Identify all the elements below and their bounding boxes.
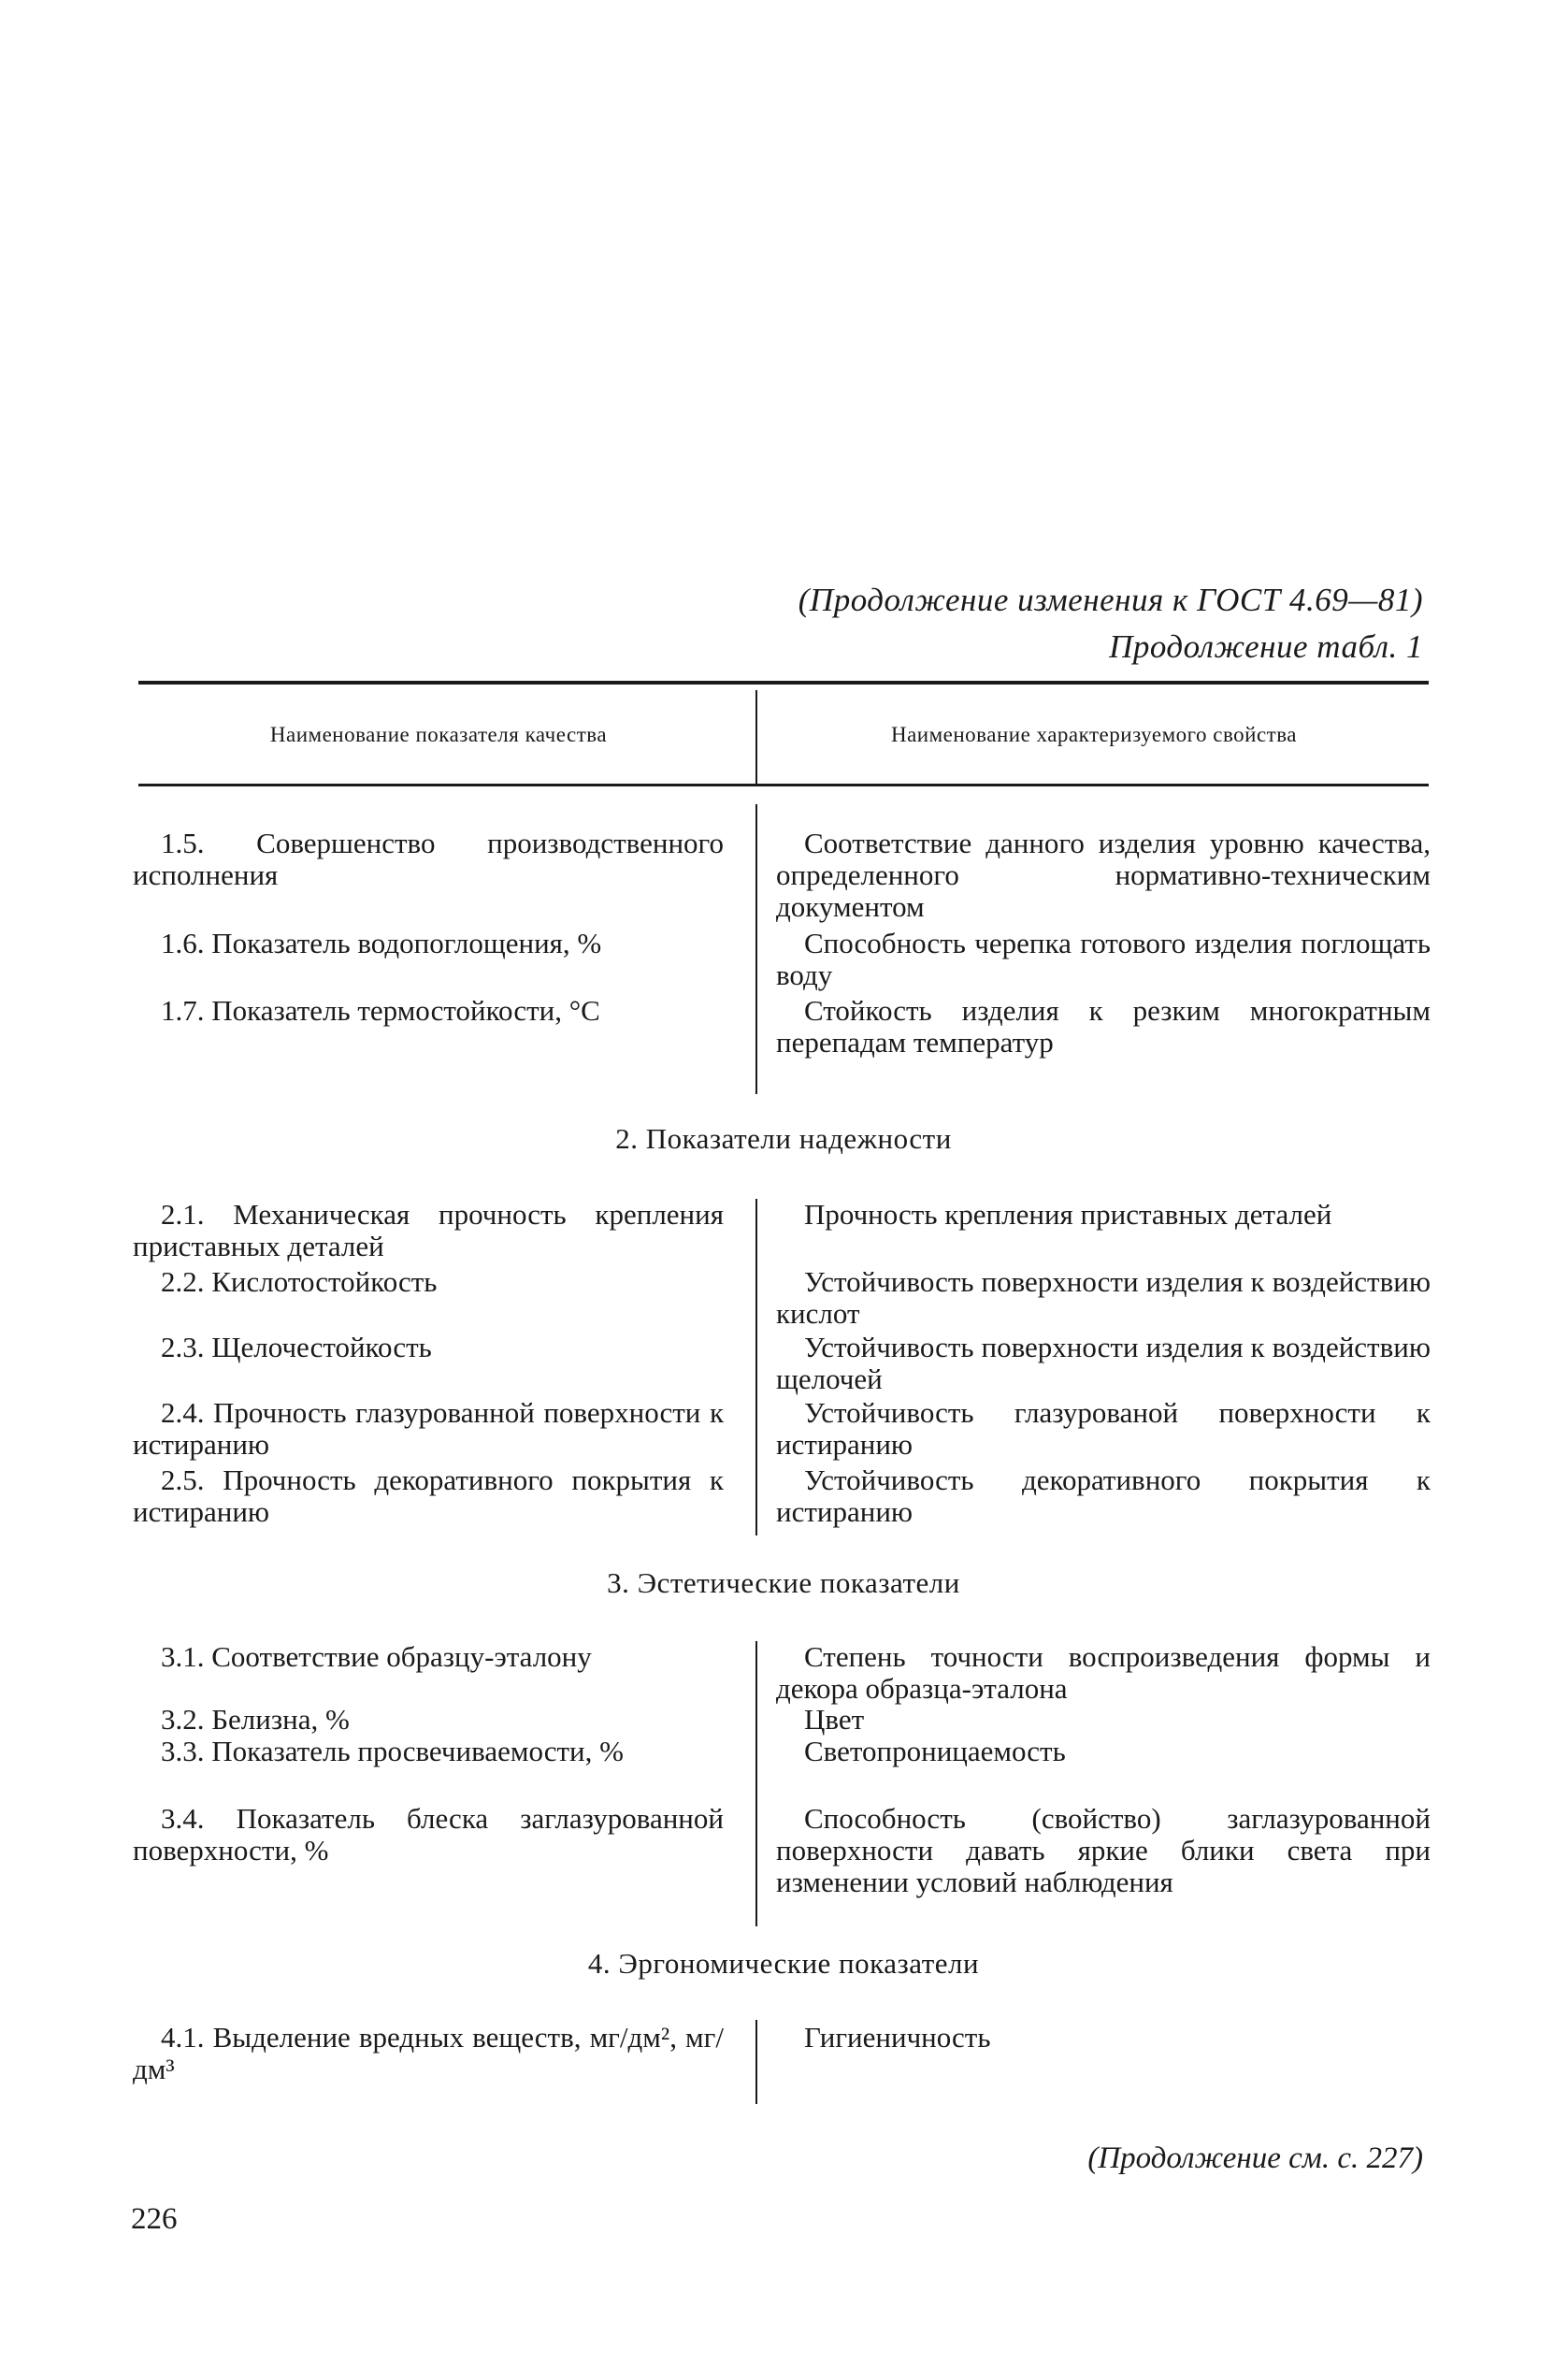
property-1-5: Соответствие данного изделия уровню качества, определенного нормативно-техническим документом (776, 827, 1431, 923)
table-top-rule (138, 681, 1429, 685)
property-2-2: Устойчивость поверхности изделия к воздействию кислот (776, 1265, 1431, 1330)
property-3-2: Цвет (804, 1703, 865, 1736)
indicator-2-2: 2.2. Кислотостойкость (161, 1265, 438, 1298)
indicator-2-4: 2.4. Прочность глазурованной поверхности к истиранию (133, 1396, 724, 1461)
page-number: 226 (131, 2202, 178, 2236)
section-title-ergonomic: 4. Эргономические показатели (587, 1947, 980, 1980)
property-2-1: Прочность крепления приставных деталей (804, 1198, 1332, 1231)
table-header-rule (138, 784, 1429, 786)
indicator-1-6: 1.6. Показатель водопоглощения, % (161, 927, 602, 959)
indicator-3-4: 3.4. Показатель блеска заглазурованной поверхности, % (133, 1802, 724, 1867)
section-title-reliability: 2. Показатели надежности (615, 1122, 952, 1155)
indicator-1-5: 1.5. Совершенство производственного исполнения (133, 827, 724, 891)
property-4-1: Гигиеничность (804, 2021, 991, 2054)
property-3-1: Степень точности воспроизведения формы и декора образца-эталона (776, 1640, 1431, 1705)
column-header-indicator: Наименование показателя качества (269, 723, 608, 746)
property-1-7: Стойкость изделия к резким многократным перепадам температур (776, 994, 1431, 1059)
section-title-aesthetic: 3. Эстетические показатели (607, 1566, 960, 1599)
indicator-2-1: 2.1. Механическая прочность крепления приставных деталей (133, 1198, 724, 1262)
indicator-4-1: 4.1. Выделение вредных веществ, мг/дм², мг/дм³ (133, 2021, 724, 2085)
indicator-1-7: 1.7. Показатель термостойкости, °С (161, 994, 600, 1027)
column-divider (755, 804, 757, 1094)
property-1-6: Способность черепка готового изделия поглощать воду (776, 927, 1431, 991)
column-divider (755, 1199, 757, 1535)
indicator-2-3: 2.3. Щелочестойкость (161, 1331, 432, 1363)
property-2-4: Устойчивость глазурованой поверхности к истиранию (776, 1396, 1431, 1461)
column-divider (755, 690, 757, 784)
table-continuation-header: Продолжение табл. 1 (1109, 628, 1423, 665)
indicator-2-5: 2.5. Прочность декоративного покрытия к истиранию (133, 1463, 724, 1528)
column-header-property: Наименование характеризуемого свойства (890, 723, 1297, 746)
amendment-header: (Продолжение изменения к ГОСТ 4.69—81) (798, 582, 1423, 618)
column-divider (755, 1641, 757, 1926)
indicator-3-3: 3.3. Показатель просвечиваемости, % (161, 1735, 624, 1767)
continuation-note: (Продолжение см. с. 227) (1087, 2141, 1423, 2175)
indicator-3-1: 3.1. Соответствие образцу-эталону (161, 1640, 592, 1673)
property-2-3: Устойчивость поверхности изделия к воздействию щелочей (776, 1331, 1431, 1395)
column-divider (755, 2020, 757, 2104)
indicator-3-2: 3.2. Белизна, % (161, 1703, 350, 1736)
property-3-3: Светопроницаемость (804, 1735, 1066, 1767)
property-3-4: Способность (свойство) заглазурованной поверхности давать яркие блики света при изменении условий наблюдения (776, 1802, 1431, 1898)
property-2-5: Устойчивость декоративного покрытия к истиранию (776, 1463, 1431, 1528)
